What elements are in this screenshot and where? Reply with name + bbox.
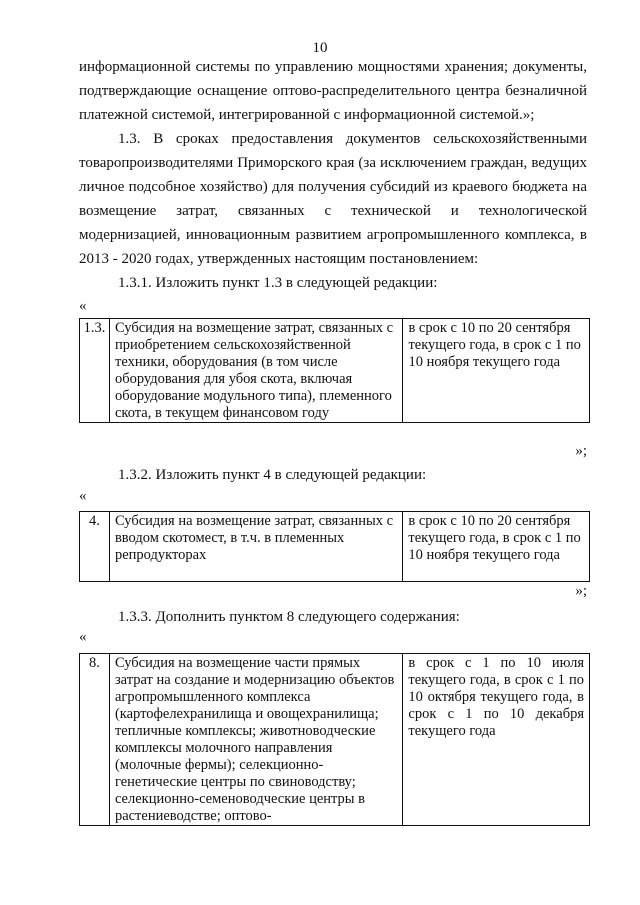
item-1-3-3-instruction: 1.3.3. Дополнить пунктом 8 следующего содержания: — [118, 609, 460, 625]
row-term: в срок с 10 по 20 сентября текущего года, в срок с 1 по 10 ноября текущего года — [403, 319, 590, 423]
item-1-3-2-quote-close: »; — [575, 583, 587, 599]
row-number: 1.3. — [80, 319, 110, 423]
row-term: в срок с 1 по 10 июля текущего года, в срок с 1 по 10 октября текущего года, в срок с 1 по 10 декабря текущего года — [403, 654, 590, 826]
row-description: Субсидия на возмещение части прямых затрат на создание и модернизацию объектов агропромышленного комплекса (картофелехранилища и овощехранилища; тепличные комплексы; животноводческие комплексы молочного направления (молочные фермы); селекционно-генетические центры по свиноводству; селекционно-семеноводческие центры в растениеводстве; оптово- — [109, 654, 402, 826]
row-description: Субсидия на возмещение затрат, связанных с вводом скотомест, в т.ч. в племенных репродукторах — [109, 512, 402, 582]
item-1-3-3-table — [79, 653, 590, 826]
table-row — [80, 654, 590, 826]
intro-continuation-paragraph: информационной системы по управлению мощностями хранения; документы, подтверждающие оснащение оптово-распределительного центра безналичной платежной системой, интегрированной с информационной системой.»; — [79, 59, 587, 123]
item-1-3-1-table — [79, 318, 590, 423]
row-description: Субсидия на возмещение затрат, связанных с приобретением сельскохозяйственной техники, оборудования (в том числе оборудования для убоя скота, включая оборудование модульного типа), племенного скота, в текущем финансовом году — [109, 319, 402, 423]
item-1-3-1-quote-open: « — [79, 298, 87, 314]
section-1-3-paragraph: 1.3. В сроках предоставления документов сельскохозяйственными товаропроизводителями Приморского края (за исключением граждан, ведущих личное подсобное хозяйство) для получения субсидий из краевого бюджета на возмещение затрат, связанных с технической и технологической модернизацией, инновационным развитием агропромышленного комплекса, в 2013 - 2020 годах, утвержденных настоящим постановлением: — [79, 131, 587, 267]
row-number: 4. — [80, 512, 110, 582]
page-number: 10 — [312, 40, 328, 56]
table-row — [80, 512, 590, 582]
item-1-3-1-instruction: 1.3.1. Изложить пункт 1.3 в следующей редакции: — [118, 275, 438, 291]
row-number: 8. — [80, 654, 110, 826]
item-1-3-2-instruction: 1.3.2. Изложить пункт 4 в следующей редакции: — [118, 467, 427, 483]
item-1-3-1-quote-close: »; — [575, 443, 587, 459]
item-1-3-2-quote-open: « — [79, 488, 87, 504]
item-1-3-2-table — [79, 511, 590, 582]
row-term: в срок с 10 по 20 сентября текущего года, в срок с 1 по 10 ноября текущего года — [403, 512, 590, 582]
item-1-3-3-quote-open: « — [79, 629, 87, 645]
table-row — [80, 319, 590, 423]
